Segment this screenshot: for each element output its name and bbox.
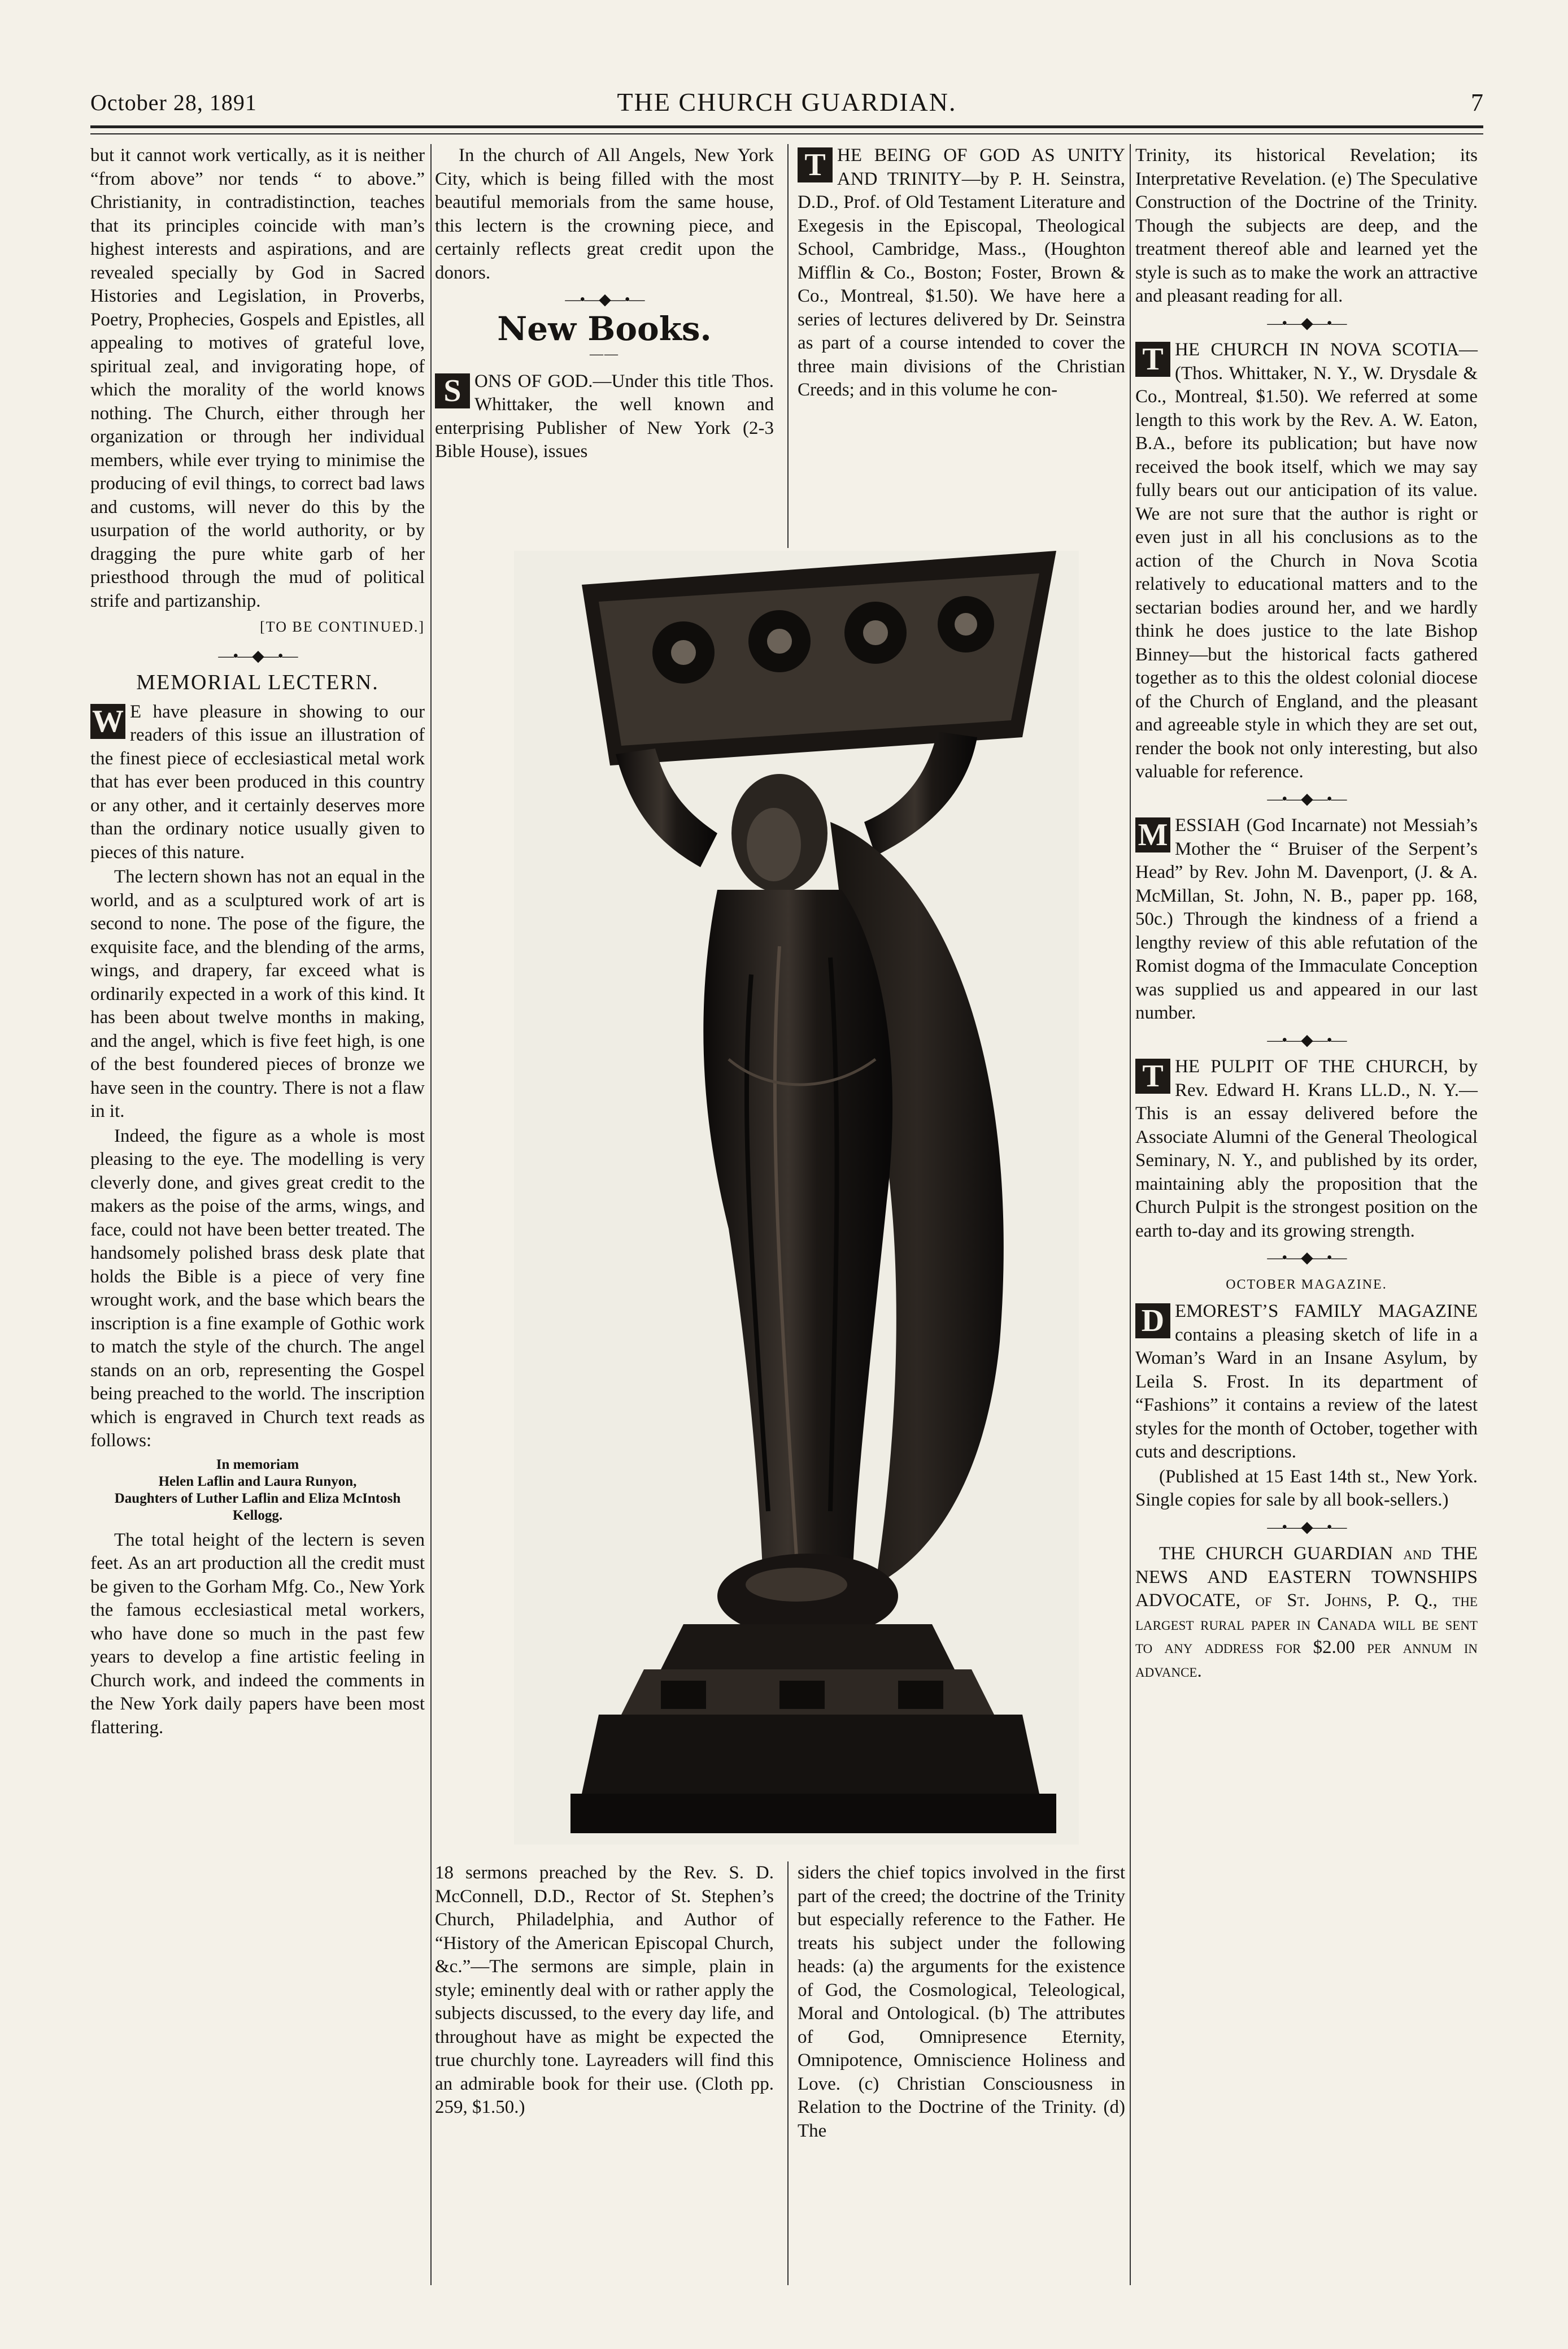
page-number: 7 (1471, 89, 1483, 116)
article-text: but it cannot work vertically, as it is neither “from above” nor tends “ to above.” Christianity, in contradistinction, teaches that its principles coincide with man’s highest interests and aspirations, and are revealed specially by God in Sacred Histories and Legislation, in Proverbs, Poetry, Prophecies, Gospels and Epistles, all appealing to motives of grateful love, spiritual zeal, and invigorating hope, of which the morality of the world knows nothing. The Church, either through her organization or through her individual members, while ever trying to minimise the producing of evil things, to correct bad laws and customs, will never do this by the usurpation of the world authority, or by dragging the pure white garb of her priesthood through the mud of political strife and partizanship. (90, 145, 425, 611)
column-3-bottom (798, 1861, 1125, 2144)
article-text: T HE BEING OF GOD AS UNITY AND TRINITY—by P. H. Seinstra, D.D., Prof. of Old Testament Literature and Exegesis in the Episcopal, Theological School, Cambridge, Mass., (Houghton Mifflin & Co., Boston; Foster, Brown & Co., Montreal, $1.50). We have here a series of lectures delivered by Dr. Seinstra as part of a course intended to cover the three main divisions of the Christian Creeds; and in this volume he con- (798, 145, 1125, 400)
article-text: D EMOREST’S FAMILY MAGAZINE contains a pleasing sketch of life in a Woman’s Ward in an Insane Asylum, by Leila S. Frost. In its department of “Fashions” it contains a review of the latest styles for the month of October, together with cuts and descriptions. (1135, 1301, 1478, 1462)
article-text: siders the chief topics involved in the first part of the creed; the doctrine of the Trinity but especially reference to the Father. He treats his subject under the following heads: (a) the arguments for the existence of God, the Cosmological, Teleological, Moral and Ontological. (b) The attributes of God, Omnipresence Eternity, Omnipotence, Omniscience Holiness and Love. (c) Christian Consciousness in Relation to the Doctrine of the Trinity. (d) The (798, 1863, 1125, 2141)
article-text: The lectern shown has not an equal in the world, and as a sculptured work of art is second to none. The pose of the figure, the exquisite face, and the blending of the arms, wings, and drapery, far exceed what is ordinarily expected in a work of this kind. It has been about twelve months in making, and the angel, which is five feet high, is one of the best foundered pieces of bronze we have seen in the country. There is not a flaw in it. (90, 867, 425, 1121)
article-text: M ESSIAH (God Incarnate) not Messiah’s Mother the “ Bruiser of the Serpent’s Head” by Rev. John M. Davenport, (J. & A. McMillan, St. John, N. B., paper pp. 168, 50c.) Through the kindness of a friend a lengthy review of this able refutation of the Romist dogma of the Immaculate Conception was supplied us and appeared in our last number. (1135, 815, 1478, 1023)
angel-lectern-icon (514, 551, 1079, 1845)
drop-cap: T (798, 147, 833, 182)
ornament-divider: —•—◆—•— (1267, 1249, 1346, 1267)
ornament-divider: —•—◆—•— (565, 291, 644, 308)
column-2-top: In the church of All Angels, New York City, which is being filled with the most beautiful memorials from the same house, this lectern is the crowning piece, and certainly reflects great credit upon the donors. —•—◆—•— New Books. —— S ONS OF GOD.—Under this title Thos. Whittaker, the well known and enterprising Publisher of New York (2-3 Bible House), issues (435, 144, 774, 465)
drop-cap: W (90, 704, 125, 739)
header-rule-thin (90, 133, 1483, 134)
article-text: Indeed, the figure as a whole is most pleasing to the eye. The modelling is very cleverly done, and gives great credit to the makers as the poise of the arms, wings, and face, could not have been better treated. The handsomely polished brass desk plate that holds the Bible is a piece of very fine wrought work, and the base which bears the inscription is a fine example of Gothic work to match the style of the church. The angel stands on an orb, representing the Gospel being preached to the world. The inscription which is engraved in Church text reads as follows: (90, 1125, 425, 1451)
column-3-top (798, 144, 1125, 403)
ornament-divider: —•—◆—•— (1267, 1031, 1346, 1049)
column-divider (430, 144, 432, 2285)
column-2-bottom (435, 1861, 774, 2121)
ornament-divider: —•—◆—•— (218, 647, 297, 665)
ornament-divider: —•—◆—•— (1267, 790, 1346, 808)
section-heading: New Books. (497, 309, 712, 348)
column-divider (1130, 144, 1131, 2285)
issue-date: October 28, 1891 (90, 90, 257, 115)
article-text: Trinity, its historical Revelation; its Interpretative Revelation. (e) The Speculative Construction of the Doctrine of the Trinity. Though the subjects are deep, and the treatment thereof able and learned yet the style is such as to make the work an attractive and pleasant reading for all. (1135, 145, 1478, 306)
article-text: S ONS OF GOD.—Under this title Thos. Whittaker, the well known and enterprising Publisher of New York (2-3 Bible House), issues (435, 371, 774, 462)
article-text: In the church of All Angels, New York City, which is being filled with the most beautiful memorials from the same house, this lectern is the crowning piece, and certainly reflects great credit upon the donors. (435, 145, 774, 283)
drop-cap: S (435, 373, 470, 408)
article-text: The total height of the lectern is seven feet. As an art production all the credit must be given to the Gorham Mfg. Co., New York the famous ecclesiastical metal workers, who have done so much in the past few years to develop a fine artistic feeling in Church work, and indeed the comments in the New York daily papers have been most flattering. (90, 1529, 425, 1738)
article-text: T HE PULPIT OF THE CHURCH, by Rev. Edward H. Krans LL.D., N. Y.—This is an essay delivered before the Associate Alumni of the General Theological Seminary, N. Y., and published by its order, maintaining ably the proposition that the Church Pulpit is the strongest position on the earth to-day and its growing strength. (1135, 1056, 1478, 1241)
continued-note: [TO BE CONTINUED.] (260, 619, 425, 635)
header-rule-thick (90, 125, 1483, 128)
section-heading: OCTOBER MAGAZINE. (1226, 1277, 1387, 1292)
ornament-divider: —•—◆—•— (1267, 314, 1346, 332)
lectern-illustration (514, 551, 1079, 1845)
column-1 (90, 144, 425, 2291)
inscription: In memoriam Helen Laflin and Laura Runyon, Daughters of Luther Laflin and Eliza McIntosh Kellogg. (114, 1456, 401, 1523)
article-text: T HE CHURCH IN NOVA SCOTIA—(Thos. Whittaker, N. Y., W. Drysdale & Co., Montreal, $1.50). We referred at some length to this work by the Rev. A. W. Eaton, B.A., before its publication; but have now received the book itself, which we may say fully bears out our anticipation of its value. We are not sure that the author is right or even just in all his conclusions as to the action of the Church in Nova Scotia relatively to educational matters and to the sectarian bodies around her, and we hardly think he does justice to the late Bishop Binney—but the historical facts gathered together as to this the oldest colonial diocese of the Church of England, and the pleasant and agreeable style in which they are set out, render the book not only interesting, but also valuable for reference. (1135, 340, 1478, 782)
drop-cap: D (1135, 1303, 1170, 1338)
column-divider (787, 1861, 789, 2285)
article-text: THE CHURCH GUARDIAN and THE NEWS AND EASTERN TOWNSHIPS ADVOCATE, of St. Johns, P. Q., the largest rural paper in Canada will be sent to any address for $2.00 per annum in advance. (1135, 1543, 1478, 1681)
column-4 (1135, 144, 1478, 1684)
article-text: (Published at 15 East 14th st., New York. Single copies for sale by all book-sellers.) (1135, 1466, 1478, 1510)
page-header (90, 85, 1483, 124)
drop-cap: M (1135, 817, 1170, 852)
drop-cap: T (1135, 342, 1170, 377)
article-text: W E have pleasure in showing to our readers of this issue an illustration of the finest piece of ecclesiastical metal work that has ever been produced in this country or any other, and it certainly deserves more than the ordinary notice usually given to pieces of this nature. (90, 701, 425, 863)
section-heading: MEMORIAL LECTERN. (136, 671, 379, 694)
ornament-divider: —•—◆—•— (1267, 1518, 1346, 1536)
column-divider (787, 144, 789, 548)
drop-cap: T (1135, 1059, 1170, 1094)
newspaper-title: THE CHURCH GUARDIAN. (617, 88, 957, 116)
article-text: 18 sermons preached by the Rev. S. D. McConnell, D.D., Rector of St. Stephen’s Church, Philadelphia, and Author of “History of the American Episcopal Church, &c.”—The sermons are simple, plain in style; eminently deal with or rather apply the subjects discussed, to the every day life, and throughout have as might be expected the true churchly tone. Layreaders will find this an admirable book for their use. (Cloth pp. 259, $1.50.) (435, 1863, 774, 2117)
